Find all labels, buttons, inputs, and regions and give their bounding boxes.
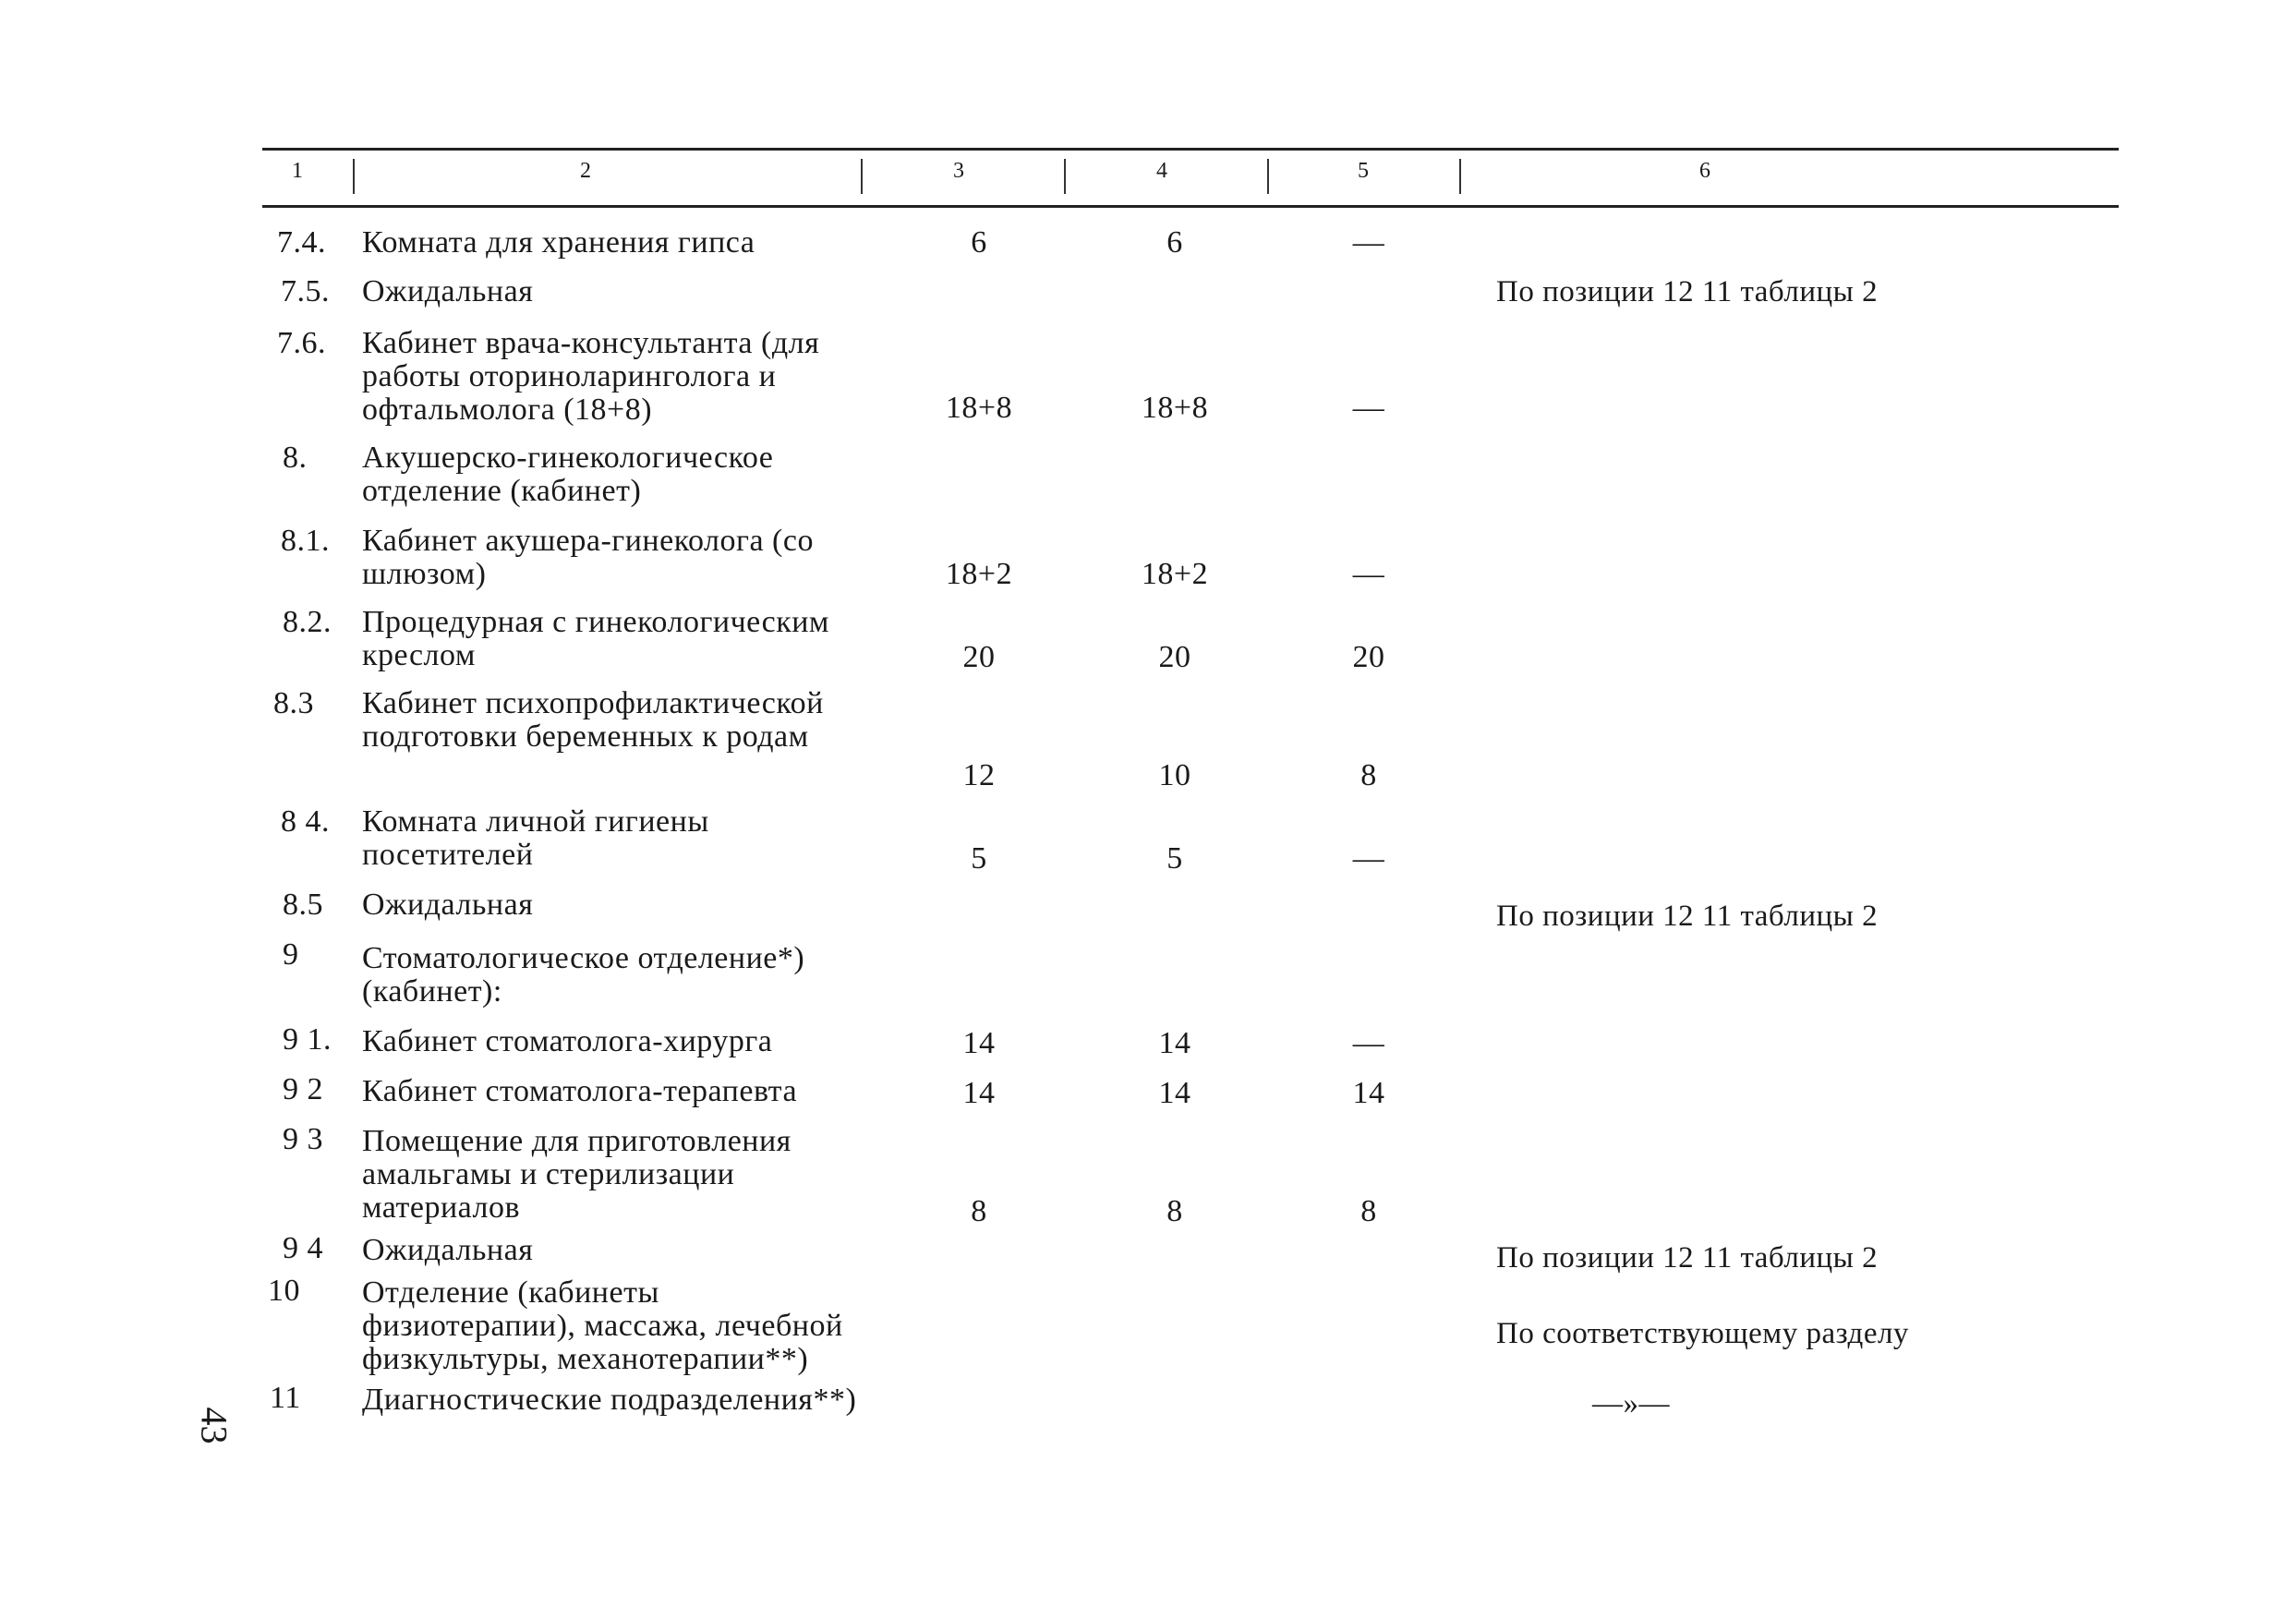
value-col-4: 18+2 (1141, 557, 1209, 591)
value-col-3: 14 (962, 1076, 996, 1110)
header-divider (861, 159, 863, 194)
row-number: 9 (283, 937, 299, 972)
value-col-4: 14 (1158, 1076, 1191, 1110)
value-col-5: 8 (1360, 758, 1377, 792)
value-col-5: 8 (1360, 1194, 1377, 1228)
value-col-4: 5 (1166, 841, 1183, 876)
note-col-6: —»— (1592, 1387, 1670, 1420)
room-name: Ожидальная (362, 888, 534, 922)
note-col-6: По позиции 12 11 таблицы 2 (1496, 1241, 1879, 1275)
value-col-4: 14 (1158, 1026, 1191, 1060)
room-name: Помещение для приготовления амальгамы и стерилизации материалов (362, 1124, 792, 1225)
room-name: Процедурная с гинекологическим креслом (362, 605, 829, 672)
header-divider (1459, 159, 1461, 194)
value-col-3: 18+8 (945, 391, 1013, 425)
room-name: Ожидальная (362, 1233, 534, 1267)
value-col-3: 18+2 (945, 557, 1013, 591)
header-col-5: 5 (1358, 159, 1369, 183)
value-col-4: 6 (1166, 225, 1183, 260)
note-col-6: По позиции 12 11 таблицы 2 (1496, 275, 1879, 308)
row-number: 7.4. (277, 225, 326, 260)
note-col-6: По позиции 12 11 таблицы 2 (1496, 900, 1879, 933)
table-top-rule (262, 148, 2119, 151)
row-number: 8. (283, 441, 308, 475)
value-col-4: 20 (1158, 640, 1191, 674)
room-name: Кабинет психопрофилактической подготовки беременных к родам (362, 686, 824, 754)
room-name: Кабинет врача-консультанта (для работы оториноларинголога и офтальмолога (18+8) (362, 326, 820, 427)
value-col-4: 8 (1166, 1194, 1183, 1228)
row-number: 8.5 (283, 888, 323, 922)
room-name: Кабинет стоматолога-хирурга (362, 1024, 773, 1058)
header-divider (353, 159, 355, 194)
value-col-5: — (1352, 391, 1385, 425)
header-col-2: 2 (580, 159, 591, 183)
row-number: 10 (268, 1274, 300, 1308)
header-col-4: 4 (1156, 159, 1167, 183)
row-number: 9 1. (283, 1022, 332, 1057)
header-divider (1064, 159, 1066, 194)
row-number: 8 4. (281, 804, 330, 839)
value-col-3: 5 (971, 841, 987, 876)
room-name: Стоматологическое отделение*) (кабинет): (362, 941, 805, 1009)
value-col-5: — (1352, 557, 1385, 591)
value-col-3: 20 (962, 640, 996, 674)
header-col-3: 3 (953, 159, 964, 183)
room-name: Ожидальная (362, 274, 534, 308)
value-col-5: 20 (1352, 640, 1385, 674)
row-number: 9 3 (283, 1122, 323, 1156)
header-col-1: 1 (292, 159, 303, 183)
row-number: 8.2. (283, 605, 332, 639)
value-col-5: 14 (1352, 1076, 1385, 1110)
room-name: Комната для хранения гипса (362, 225, 755, 260)
value-col-3: 12 (962, 758, 996, 792)
row-number: 8.3 (273, 686, 314, 720)
page-number: 43 (193, 1407, 236, 1444)
row-number: 7.5. (281, 274, 330, 308)
value-col-5: — (1352, 841, 1385, 876)
value-col-4: 18+8 (1141, 391, 1209, 425)
value-col-3: 8 (971, 1194, 987, 1228)
room-name: Диагностические подразделения**) (362, 1383, 857, 1417)
room-name: Кабинет акушера-гинеколога (со шлюзом) (362, 524, 814, 591)
room-name: Отделение (кабинеты физиотерапии), массажа, лечебной физкультуры, механотерапии**) (362, 1275, 843, 1376)
room-name: Кабинет стоматолога-терапевта (362, 1074, 798, 1108)
row-number: 11 (270, 1381, 301, 1415)
row-number: 9 4 (283, 1231, 323, 1265)
row-number: 9 2 (283, 1072, 323, 1106)
value-col-5: — (1352, 225, 1385, 260)
row-number: 8.1. (281, 524, 330, 558)
header-col-6: 6 (1699, 159, 1710, 183)
room-name: Акушерско-гинекологическое отделение (кабинет) (362, 441, 774, 508)
value-col-4: 10 (1158, 758, 1191, 792)
value-col-3: 14 (962, 1026, 996, 1060)
note-col-6: По соответствующему разделу (1496, 1317, 1909, 1350)
table-header-rule (262, 205, 2119, 208)
value-col-3: 6 (971, 225, 987, 260)
row-number: 7.6. (277, 326, 326, 360)
value-col-5: — (1352, 1026, 1385, 1060)
header-divider (1267, 159, 1269, 194)
room-name: Комната личной гигиены посетителей (362, 804, 709, 872)
